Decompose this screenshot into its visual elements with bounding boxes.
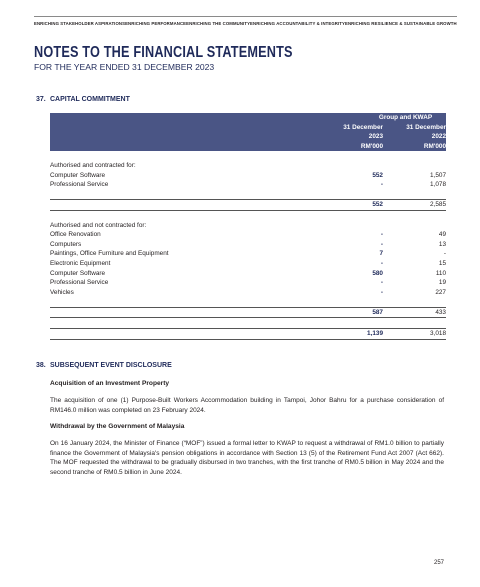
section-number: 38. bbox=[36, 362, 46, 369]
nav-item-performance[interactable]: ENRICHING PERFORMANCE bbox=[125, 16, 186, 26]
section-number: 37. bbox=[36, 96, 46, 103]
page-number: 257 bbox=[433, 560, 444, 566]
group-header: Group and KWAP bbox=[335, 113, 446, 123]
table-row: Computer Software 552 1,507 bbox=[50, 171, 446, 179]
col-prior-unit: RM'000 bbox=[389, 142, 446, 152]
table-row: Professional Service - 1,078 bbox=[50, 181, 446, 189]
table-row: Computer Software 580 110 bbox=[50, 269, 446, 277]
capital-commitment-table bbox=[50, 113, 446, 340]
subsection-heading-withdrawal: Withdrawal by the Government of Malaysia bbox=[50, 423, 185, 430]
nav-item-stakeholder-aspirations[interactable]: ENRICHING STAKEHOLDER ASPIRATIONS bbox=[34, 16, 125, 26]
grand-total-row: 1,139 3,018 bbox=[50, 329, 446, 340]
table-row bbox=[50, 161, 446, 171]
col-prior-header: 31 December bbox=[389, 123, 446, 133]
table-header-row bbox=[50, 113, 446, 123]
table-header-row bbox=[50, 142, 446, 152]
table-row: Professional Service - 19 bbox=[50, 279, 446, 287]
paragraph-acquisition: The acquisition of one (1) Purpose-Built Workers Accommodation building in Tampoi, Johor Bahru for a purchase consideration of RM146.0 million was completed on 23 February 2024. bbox=[50, 397, 444, 414]
col-current-unit: RM'000 bbox=[335, 142, 389, 152]
section-title: CAPITAL COMMITMENT bbox=[50, 96, 130, 103]
table-header-row bbox=[50, 123, 446, 133]
table-row: Office Renovation - 49 bbox=[50, 231, 446, 239]
col-current-year: 2023 bbox=[335, 132, 389, 142]
col-prior-year: 2022 bbox=[389, 132, 446, 142]
nav-item-accountability[interactable]: ENRICHING ACCOUNTABILITY & INTEGRITY bbox=[250, 16, 345, 26]
paragraph-withdrawal: On 16 January 2024, the Minister of Finance (“MOF”) issued a formal letter to KWAP to request a withdrawal of RM1.0 billion to partially finance the Government of Malaysia's pension obligations in accordance with Section 13 (5) of the Retirement Fund Act 2007 (Act 662). The MOF requested the withdrawal to be gradually disbursed in two tranches, with the first tranche of RM0.5 billion in May 2024 and the second tranche of RM0.5 billion in June 2024. bbox=[50, 440, 444, 476]
subsection-heading-acquisition: Acquisition of an Investment Property bbox=[50, 380, 170, 387]
nav-item-community[interactable]: ENRICHING THE COMMUNITY bbox=[186, 16, 250, 26]
table-row: Vehicles - 227 bbox=[50, 288, 446, 296]
col-current-header: 31 December bbox=[335, 123, 389, 133]
row-heading: Authorised and contracted for: bbox=[50, 161, 136, 169]
table-row bbox=[50, 221, 446, 231]
section-navigation bbox=[34, 16, 457, 26]
section-37-heading bbox=[36, 96, 130, 103]
subtotal-row: 552 2,585 bbox=[50, 200, 446, 211]
row-heading: Authorised and not contracted for: bbox=[50, 221, 147, 229]
subtotal-row: 587 433 bbox=[50, 307, 446, 318]
table-header-row bbox=[50, 132, 446, 142]
nav-item-resilience[interactable]: ENRICHING RESILIENCE & SUSTAINABLE GROWTH bbox=[345, 16, 457, 26]
page-title: NOTES TO THE FINANCIAL STATEMENTS bbox=[34, 44, 293, 61]
section-title: SUBSEQUENT EVENT DISCLOSURE bbox=[50, 362, 172, 369]
table-row: Electronic Equipment - 15 bbox=[50, 259, 446, 267]
table-row: Computers - 13 bbox=[50, 240, 446, 248]
section-38-heading bbox=[36, 362, 172, 369]
page-subtitle: FOR THE YEAR ENDED 31 DECEMBER 2023 bbox=[34, 62, 215, 72]
table-row: Paintings, Office Furniture and Equipment 7 - bbox=[50, 250, 446, 258]
